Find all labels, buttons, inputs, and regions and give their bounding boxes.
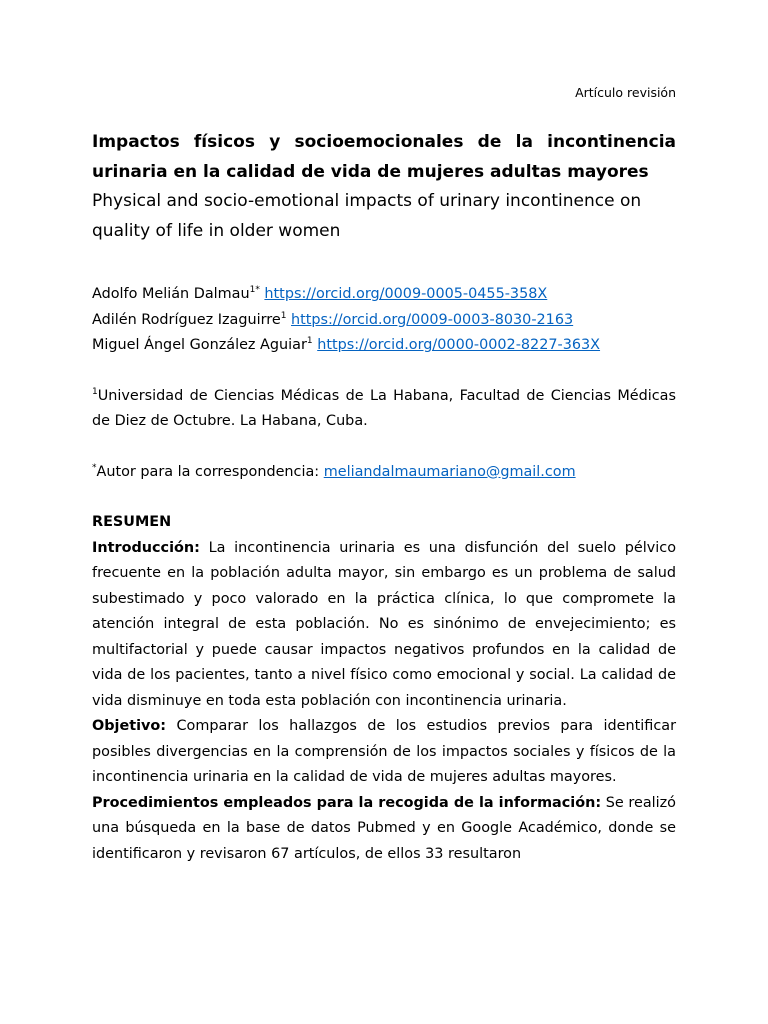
correspondence-label: Autor para la correspondencia: [96, 463, 324, 480]
article-type-label: Artículo revisión [575, 85, 676, 100]
affiliation-superscript: 1 [92, 386, 98, 397]
document-body [92, 128, 676, 867]
section-text: La incontinencia urinaria es una disfunción del suelo pélvico frecuente en la población adulta mayor, sin embargo es un problema de salud subestimado y poco valorado en la práctica clínica, lo que compromete la atención integral de esta población. No es sinónimo de envejecimiento; es multifactorial y puede causar impactos negativos profundos en la calidad de vida de los pacientes, tanto a nivel físico como emocional y social. La calidad de vida disminuye en toda esta población con incontinencia urinaria. [92, 539, 676, 709]
author-orcid-link[interactable]: https://orcid.org/0009-0003-8030-2163 [291, 311, 574, 328]
title-english: Physical and socio-emotional impacts of urinary incontinence on quality of life in older women [92, 191, 642, 241]
section-label: Introducción: [92, 539, 200, 556]
author-list [92, 282, 676, 359]
section-text: Comparar los hallazgos de los estudios previos para identificar posibles divergencias en la comprensión de los impactos sociales y físicos de la incontinencia urinaria en la calidad de vida de mujeres adultas mayores. [92, 718, 676, 785]
affiliation-text: Universidad de Ciencias Médicas de La Habana, Facultad de Ciencias Médicas de Diez de Octubre. La Habana, Cuba. [92, 387, 676, 429]
section-label: Objetivo: [92, 718, 167, 734]
author-entry [92, 282, 676, 308]
affiliation [92, 384, 676, 435]
correspondence-superscript: * [92, 462, 97, 473]
abstract-section-introduction [92, 536, 676, 715]
author-name: Miguel Ángel González Aguiar [92, 337, 307, 353]
author-superscript: 1 [306, 336, 313, 346]
abstract [92, 510, 676, 867]
abstract-section-procedures [92, 791, 676, 868]
author-orcid-link[interactable]: https://orcid.org/0009-0005-0455-358X [264, 286, 548, 302]
abstract-section-objective [92, 714, 676, 791]
abstract-heading: RESUMEN [92, 514, 172, 530]
author-name: Adilén Rodríguez Izaguirre [92, 311, 281, 328]
correspondence-email-link[interactable]: meliandalmaumariano@gmail.com [323, 463, 576, 480]
author-entry [92, 308, 676, 334]
author-superscript: 1* [249, 285, 260, 295]
author-name: Adolfo Melián Dalmau [92, 286, 250, 302]
correspondence [92, 460, 676, 486]
author-entry [92, 333, 676, 359]
section-label: Procedimientos empleados para la recogida de la información: [92, 794, 602, 811]
author-orcid-link[interactable]: https://orcid.org/0000-0002-8227-363X [317, 337, 601, 353]
section-text: Se realizó una búsqueda en la base de datos Pubmed y en Google Académico, donde se identificaron y revisaron 67 artículos, de ellos 33 resultaron [92, 794, 676, 862]
author-superscript: 1 [280, 310, 287, 321]
title-spanish: Impactos físicos y socioemocionales de la incontinencia urinaria en la calidad de vida de mujeres adultas mayores [92, 132, 676, 182]
